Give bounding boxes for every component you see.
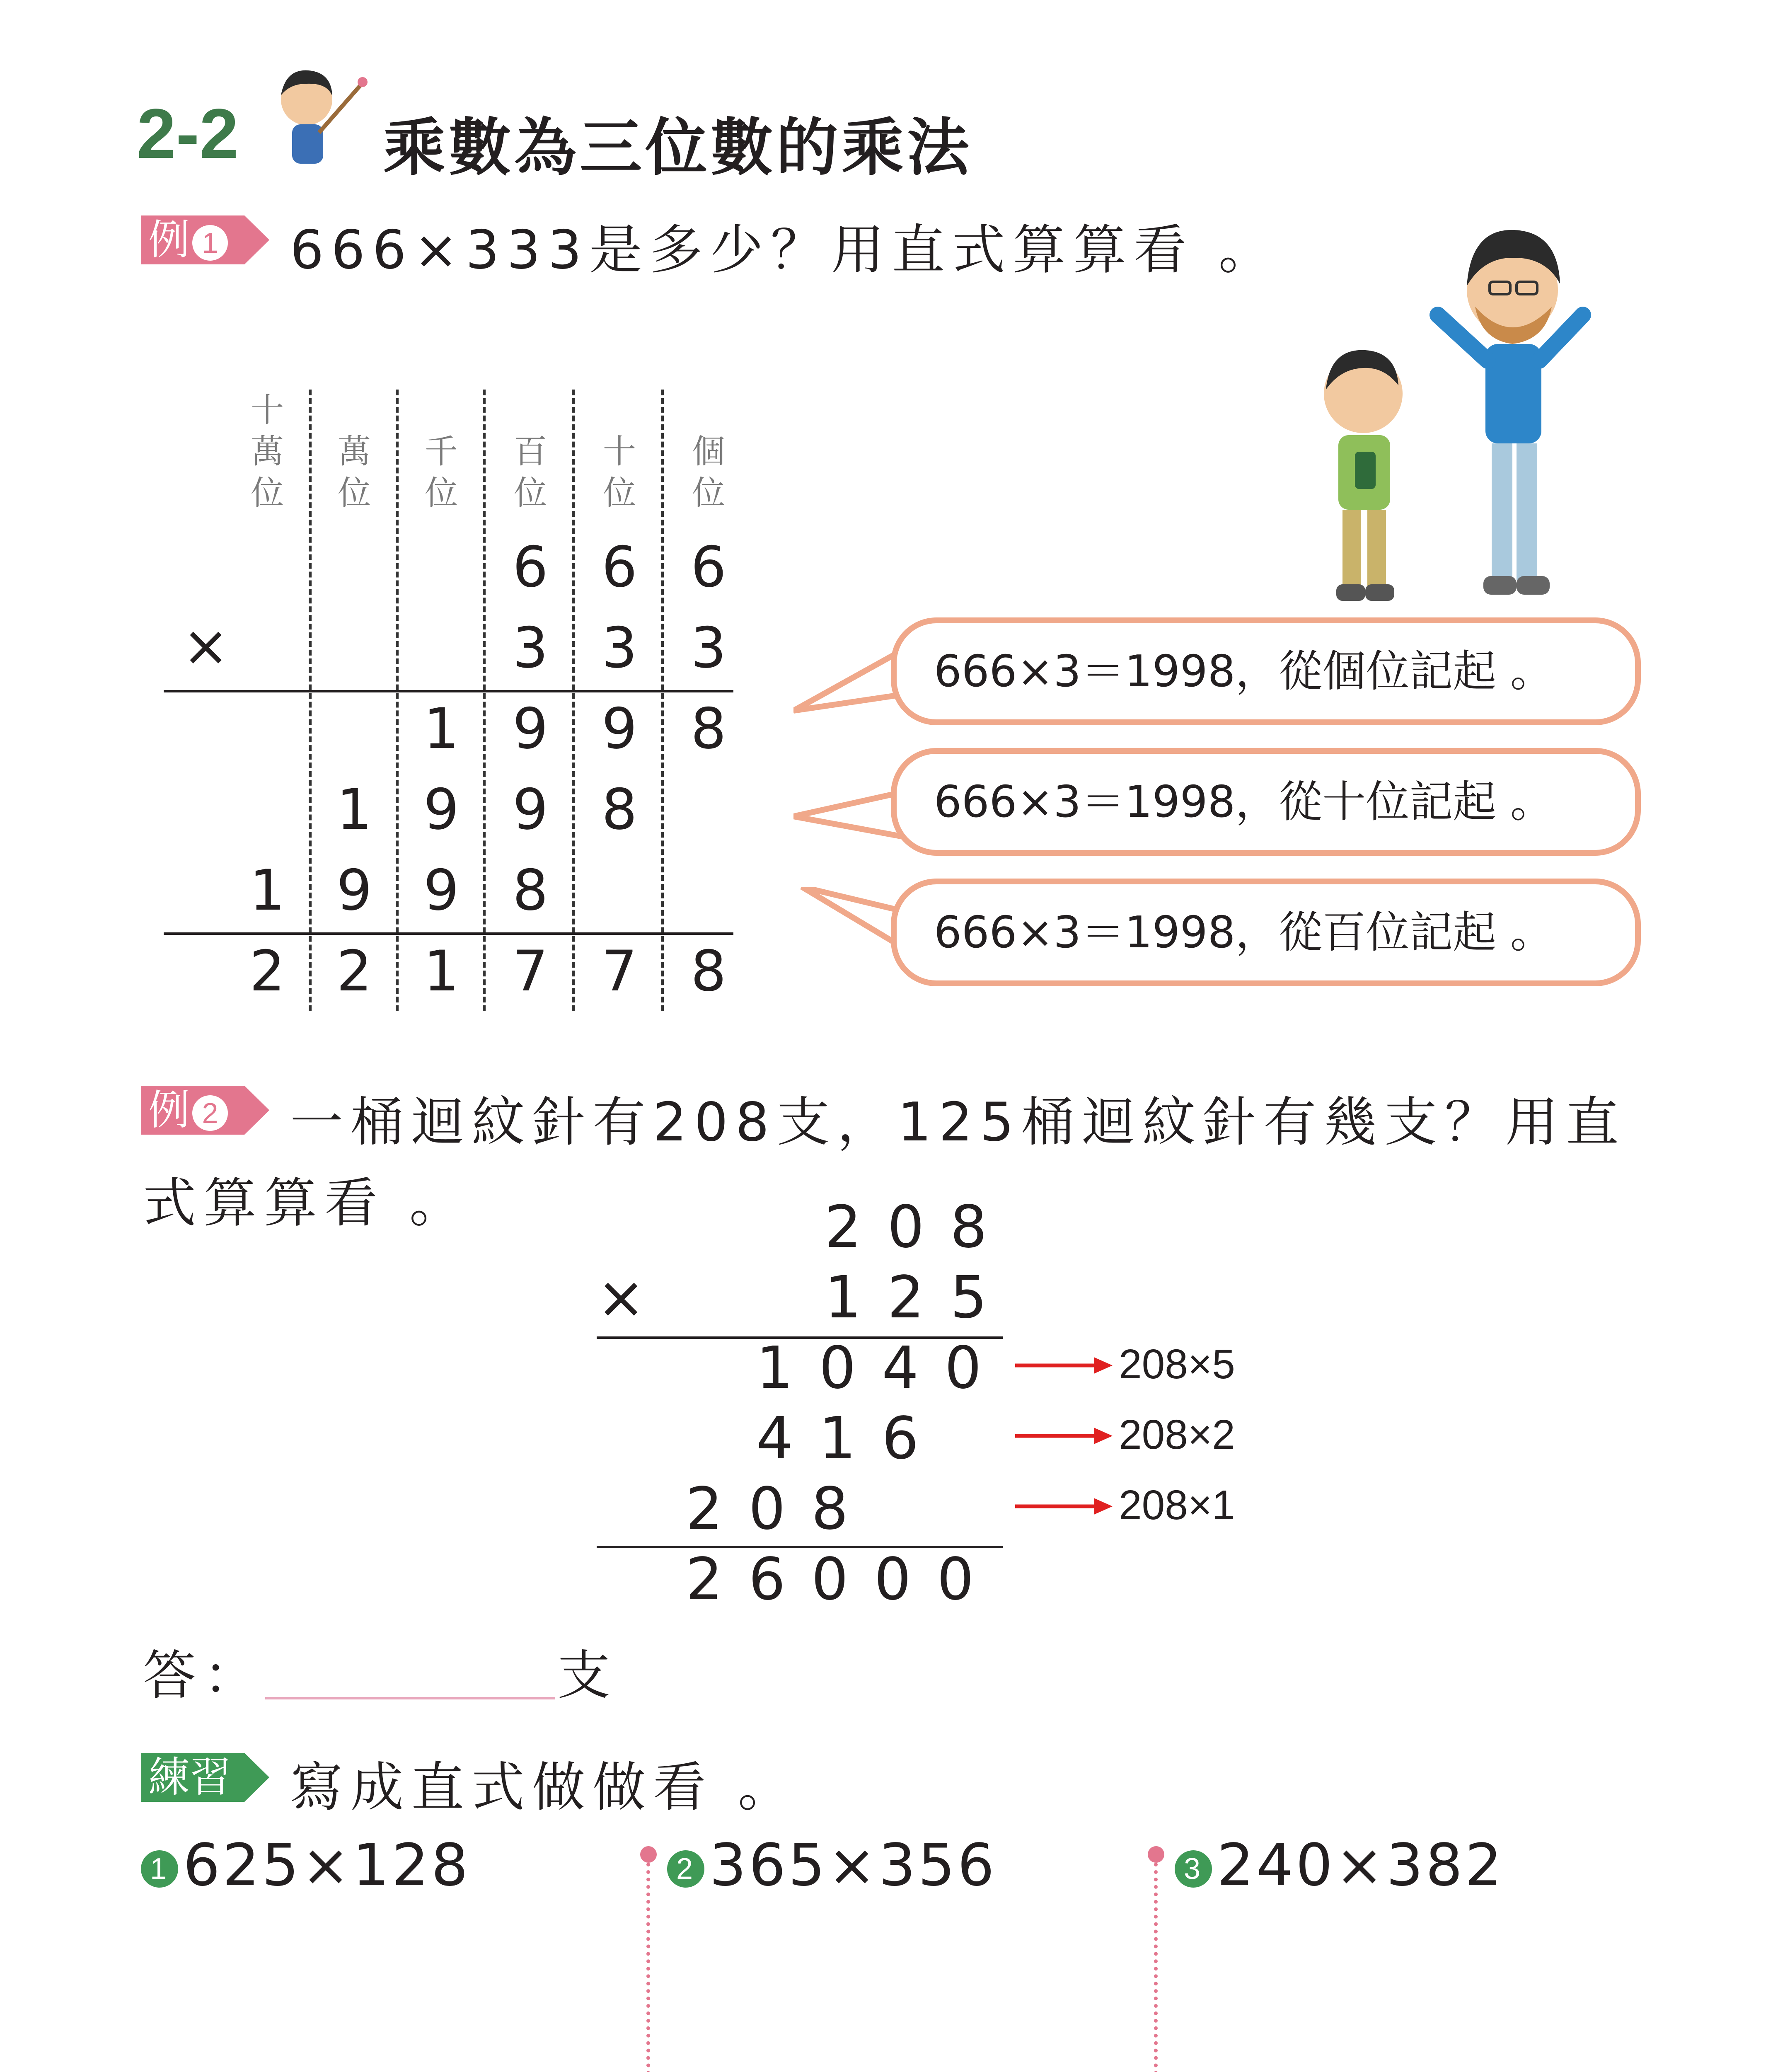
vertical-multiplier: 1 2 5 <box>825 1264 987 1331</box>
example-2-tag <box>141 1086 244 1135</box>
multiplicand-digit: 6 <box>513 535 548 600</box>
partial3-digit: 9 <box>423 858 459 923</box>
example-2-question-line2: 式算算看 。 <box>143 1172 470 1234</box>
place-header-hundreds: 百 位 <box>514 432 547 512</box>
partial3-digit: 9 <box>336 858 372 923</box>
sum-line <box>164 932 733 935</box>
practice-tag-label: 練習 <box>148 1753 231 1801</box>
practice-expression: 365×356 <box>709 1832 997 1899</box>
times-sign: × <box>182 613 230 678</box>
partial-product-2: 4 1 6 <box>756 1405 919 1472</box>
speech-bubble <box>891 879 1641 986</box>
partial-label-3: 208×1 <box>1119 1482 1235 1528</box>
partial3-digit: 1 <box>249 858 285 923</box>
partial-label-1: 208×5 <box>1119 1341 1235 1387</box>
example-2-question-line1: 一桶迴紋針有208支，125桶迴紋針有幾支？用直 <box>290 1092 1626 1153</box>
result-digit: 2 <box>249 939 285 1004</box>
example-number-badge: 2 <box>192 1095 228 1131</box>
bubble-text: 666×3＝1998，從個位記起 。 <box>934 646 1554 697</box>
example-1-tag <box>141 215 244 264</box>
place-header-tens: 十 位 <box>603 432 636 512</box>
sum-line <box>164 690 733 692</box>
example-tag-label: 例 <box>148 1086 190 1134</box>
multiplicand-digit: 6 <box>691 535 726 600</box>
example-tag-label: 例 <box>148 215 190 264</box>
partial-label-2: 208×2 <box>1119 1411 1235 1458</box>
tag-arrow-icon <box>244 215 269 264</box>
partial-product-3: 2 0 8 <box>686 1475 849 1543</box>
partial1-digit: 8 <box>691 696 726 761</box>
practice-number-badge: 1 <box>141 1850 178 1888</box>
answer-unit: 支 <box>557 1645 618 1706</box>
practice-number-badge: 2 <box>667 1850 704 1888</box>
partial1-digit: 1 <box>423 696 459 761</box>
column-divider <box>396 390 399 1011</box>
multiplier-digit: 3 <box>691 615 726 680</box>
right-arrow-icon <box>1015 1355 1115 1376</box>
practice-instruction: 寫成直式做做看 。 <box>290 1757 798 1818</box>
result-digit: 2 <box>336 939 372 1004</box>
bubble-text: 666×3＝1998，從十位記起 。 <box>934 777 1554 827</box>
bubble-text: 666×3＝1998，從百位記起 。 <box>934 907 1554 958</box>
section-number: 2-2 <box>137 94 239 173</box>
right-arrow-icon <box>1015 1426 1115 1446</box>
teacher-pointing-illustration <box>257 58 373 174</box>
result-digit: 7 <box>513 939 548 1004</box>
practice-divider <box>1154 1863 1158 2072</box>
section-title: 乘數為三位數的乘法 <box>383 112 973 184</box>
right-arrow-icon <box>1015 1496 1115 1517</box>
result-digit: 8 <box>691 939 726 1004</box>
practice-tag <box>141 1753 244 1802</box>
speech-bubble <box>891 748 1641 856</box>
answer-label: 答： <box>143 1645 264 1706</box>
partial2-digit: 1 <box>336 777 372 842</box>
partial1-digit: 9 <box>602 696 637 761</box>
column-divider <box>661 390 664 1011</box>
times-sign: × <box>597 1264 646 1331</box>
final-product: 2 6 0 0 0 <box>686 1546 974 1613</box>
place-header-hundred-thousands: 十 萬 位 <box>251 391 284 512</box>
vertical-multiplicand: 2 0 8 <box>825 1193 987 1261</box>
column-divider <box>572 390 575 1011</box>
bubble-tail <box>793 644 905 719</box>
practice-item-3 <box>1175 1832 1505 1899</box>
practice-expression: 240×382 <box>1217 1832 1505 1899</box>
practice-item-1 <box>141 1832 471 1899</box>
practice-divider <box>646 1863 650 2072</box>
answer-blank[interactable] <box>265 1697 555 1699</box>
tag-arrow-icon <box>244 1086 269 1135</box>
practice-expression: 625×128 <box>183 1832 471 1899</box>
divider-dot <box>640 1846 657 1863</box>
partial-product-1: 1 0 4 0 <box>756 1334 982 1402</box>
bubble-tail <box>793 887 905 961</box>
partial3-digit: 8 <box>513 858 548 923</box>
practice-item-2 <box>667 1832 997 1899</box>
practice-number-badge: 3 <box>1175 1850 1212 1888</box>
partial2-digit: 8 <box>602 777 637 842</box>
result-digit: 1 <box>423 939 459 1004</box>
tag-arrow-icon <box>244 1753 269 1802</box>
partial2-digit: 9 <box>423 777 459 842</box>
partial2-digit: 9 <box>513 777 548 842</box>
speech-bubble <box>891 617 1641 725</box>
partial1-digit: 9 <box>513 696 548 761</box>
example-number-badge: 1 <box>192 225 228 261</box>
place-header-thousands: 千 位 <box>425 432 458 512</box>
multiplicand-digit: 6 <box>602 535 637 600</box>
divider-dot <box>1148 1846 1164 1863</box>
result-digit: 7 <box>602 939 637 1004</box>
column-divider <box>483 390 486 1011</box>
example-1-question: 666×333是多少？用直式算算看 。 <box>290 219 1279 281</box>
place-header-ten-thousands: 萬 位 <box>338 432 371 512</box>
column-divider <box>309 390 312 1011</box>
multiplier-digit: 3 <box>513 615 548 680</box>
father-and-child-illustration <box>1297 211 1628 609</box>
place-header-ones: 個 位 <box>692 432 725 512</box>
multiplier-digit: 3 <box>602 615 637 680</box>
bubble-tail <box>793 779 905 854</box>
